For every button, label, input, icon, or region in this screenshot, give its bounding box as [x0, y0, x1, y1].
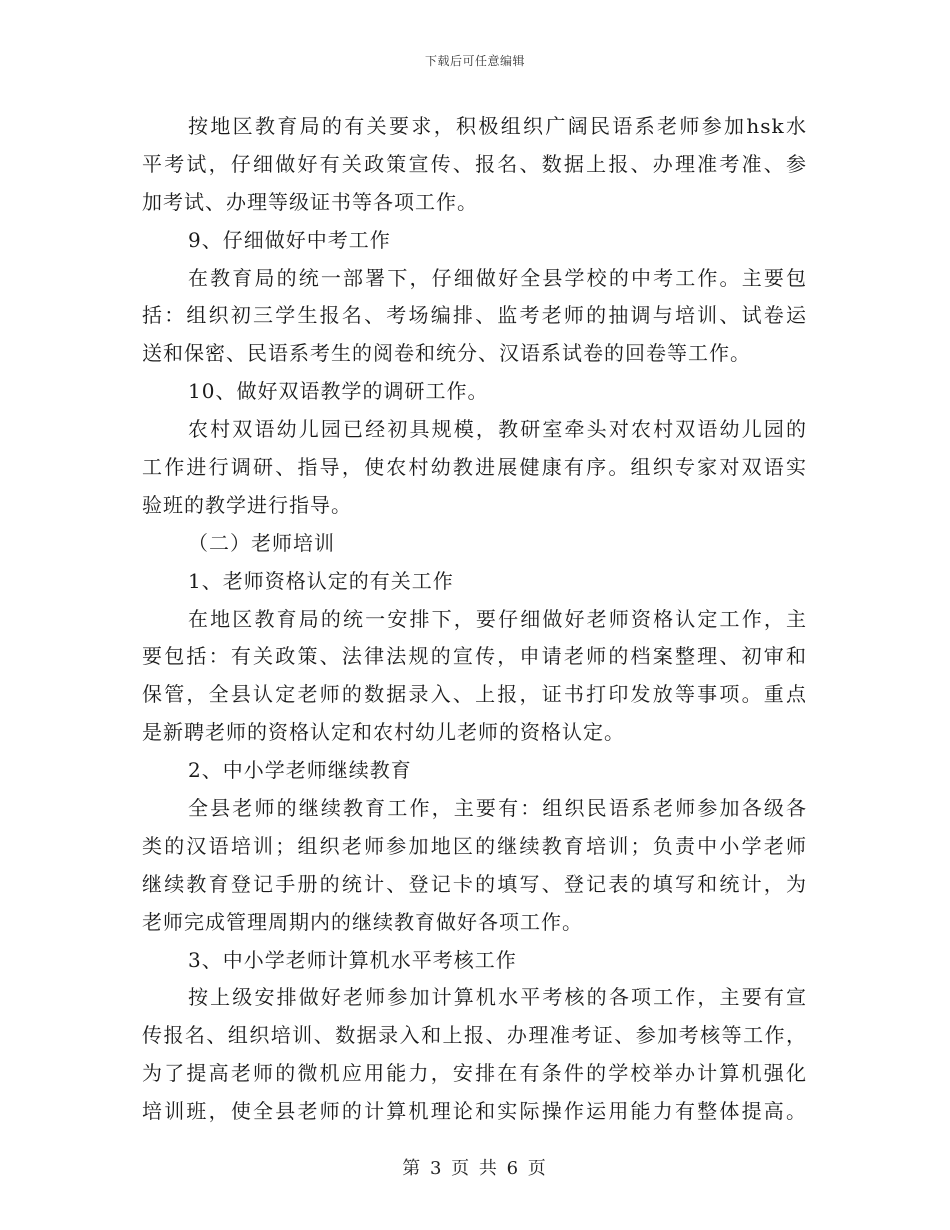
text-line: 1、老师资格认定的有关工作: [188, 568, 454, 593]
page-header: 下载后可任意编辑: [424, 54, 525, 68]
document-body: [142, 108, 807, 1131]
text-line: 继续教育登记手册的统计、登记卡的填写、登记表的填写和统计，为: [142, 871, 807, 896]
text-line: （二）老师培训: [188, 530, 335, 555]
text-line: 9、仔细做好中考工作: [188, 227, 391, 252]
text-line: 要包括：有关政策、法律法规的宣传，申请老师的档案整理、初审和: [142, 644, 807, 669]
text-line: 老师完成管理周期内的继续教育做好各项工作。: [142, 909, 583, 934]
page-footer: 第 3 页 共 6 页: [402, 1158, 548, 1179]
text-line: 传报名、组织培训、数据录入和上报、办理准考证、参加考核等工作，: [142, 1023, 807, 1048]
text-line: 在地区教育局的统一安排下，要仔细做好老师资格认定工作，主: [188, 606, 807, 631]
text-line: 验班的教学进行指导。: [142, 492, 352, 517]
text-line: 2、中小学老师继续教育: [188, 758, 412, 783]
text-line: 培训班，使全县老师的计算机理论和实际操作运用能力有整体提高。: [142, 1099, 807, 1124]
text-line: 工作进行调研、指导，使农村幼教进展健康有序。组织专家对双语实: [142, 455, 807, 480]
text-line: 农村双语幼儿园已经初具规模，教研室牵头对农村双语幼儿园的: [188, 417, 807, 442]
text-line: 加考试、办理等级证书等各项工作。: [142, 189, 478, 214]
text-line: 10、做好双语教学的调研工作。: [188, 379, 489, 404]
text-line: 按上级安排做好老师参加计算机水平考核的各项工作，主要有宣: [188, 985, 807, 1010]
text-line: 类的汉语培训；组织老师参加地区的继续教育培训；负责中小学老师: [142, 833, 807, 858]
text-line: 是新聘老师的资格认定和农村幼儿老师的资格认定。: [142, 720, 625, 745]
text-line: 平考试，仔细做好有关政策宣传、报名、数据上报、办理准考准、参: [142, 151, 807, 176]
text-line: 3、中小学老师计算机水平考核工作: [188, 947, 517, 972]
text-line: 在教育局的统一部署下，仔细做好全县学校的中考工作。主要包: [188, 265, 807, 290]
text-line: 为了提高老师的微机应用能力，安排在有条件的学校举办计算机强化: [142, 1061, 807, 1086]
text-line: 送和保密、民语系考生的阅卷和统分、汉语系试卷的回卷等工作。: [142, 341, 751, 366]
text-line: 按地区教育局的有关要求，积极组织广阔民语系老师参加hsk水: [188, 114, 807, 138]
text-line: 保管，全县认定老师的数据录入、上报，证书打印发放等事项。重点: [142, 682, 807, 707]
text-line: 全县老师的继续教育工作，主要有：组织民语系老师参加各级各: [188, 796, 807, 821]
text-line: 括：组织初三学生报名、考场编排、监考老师的抽调与培训、试卷运: [142, 303, 807, 328]
